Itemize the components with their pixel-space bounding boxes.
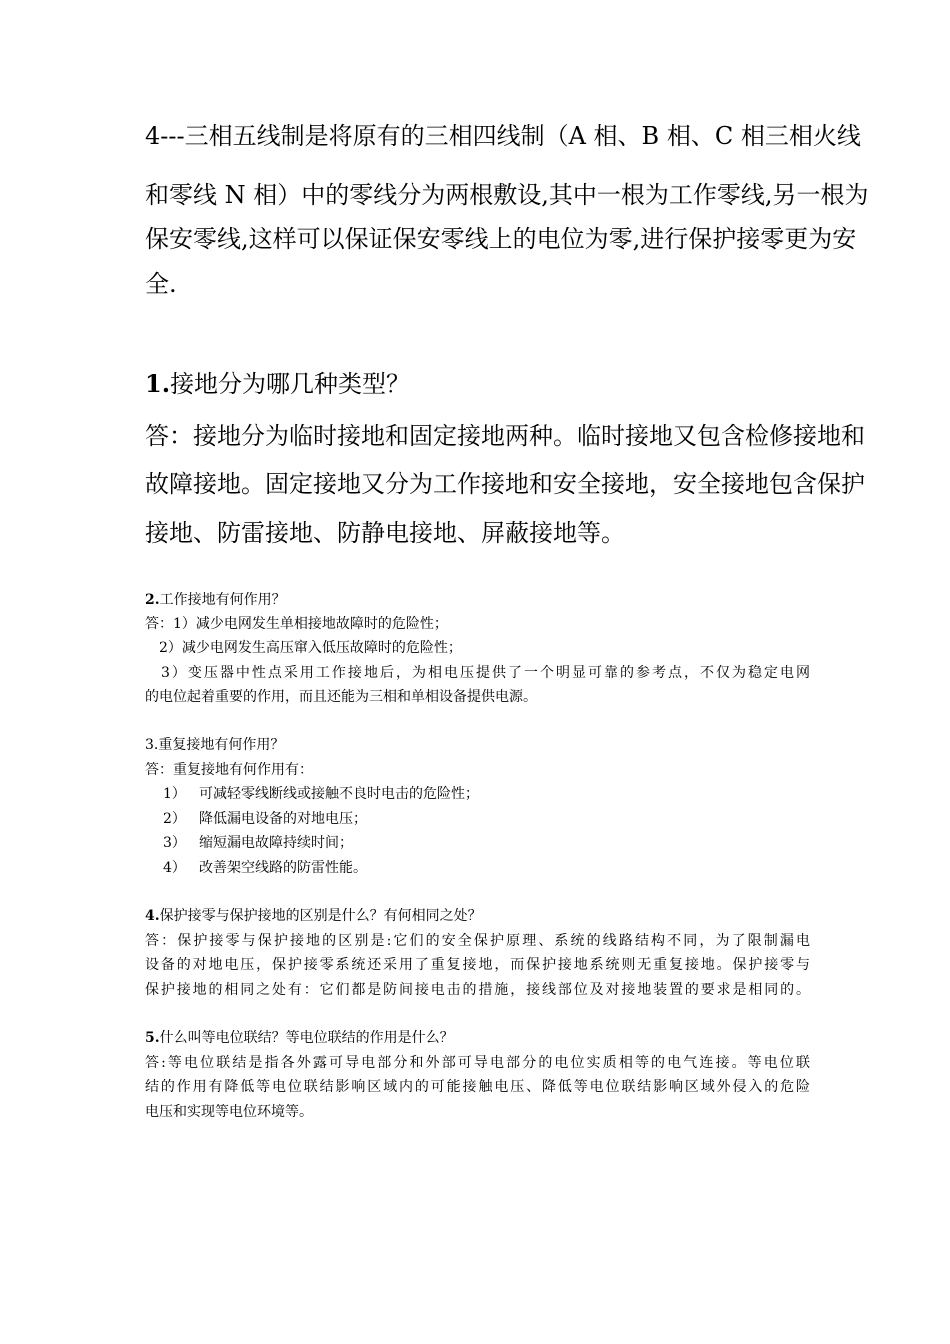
q5-question (145, 1031, 810, 1045)
intro-line-2: 和零线 N 相）中的零线分为两根敷设,其中一根为工作零线,另一根为 (145, 181, 869, 209)
q5-number: 5. (145, 1030, 160, 1046)
q3-list-item-text: 缩短漏电故障持续时间； (199, 835, 353, 851)
q3-list-item-number: 1） (163, 786, 186, 802)
q4-question (145, 909, 810, 923)
q2-question (145, 593, 810, 607)
q1-number: 1. (145, 369, 171, 398)
q3-list-item (163, 787, 828, 801)
q3-question (145, 738, 810, 752)
q4-answer-line-2: 设备的对地电压，保护接零系统还采用了重复接地，而保护接地系统则无重复接地。保护接零与 (145, 957, 810, 973)
q3-list-item-text: 改善架空线路的防雷性能。 (199, 860, 367, 876)
q2-answer-line-3: 3）变压器中性点采用工作接地后，为相电压提供了一个明显可靠的参考点，不仅为稳定电网 (145, 665, 810, 681)
q3-list-item-number: 2） (163, 811, 186, 827)
q4-answer-line-1: 答：保护接零与保护接地的区别是:它们的安全保护原理、系统的线路结构不同，为了限制漏电 (145, 933, 810, 949)
q3-number: 3. (145, 737, 159, 753)
q3-question-text: 重复接地有何作用？ (158, 737, 285, 753)
q3-list-item-number: 3） (163, 835, 186, 851)
q1-question-text: 接地分为哪几种类型？ (170, 370, 411, 398)
q1-question (145, 369, 810, 398)
q5-answer-line-3: 电压和实现等电位环境等。 (145, 1104, 313, 1120)
intro-line-4: 全. (145, 270, 177, 298)
q1-answer-line-3: 接地、防雷接地、防静电接地、屏蔽接地等。 (145, 519, 625, 547)
q5-answer-line-1: 答:等电位联结是指各外露可导电部分和外部可导电部分的电位实质相等的电气连接。等电位联 (145, 1055, 810, 1071)
q3-list-item-number: 4） (163, 860, 186, 876)
q2-answer-line-2: 2）减少电网发生高压窜入低压故障时的危险性； (145, 640, 462, 656)
q5-answer-line-2: 结的作用有降低等电位联结影响区域内的可能接触电压、降低等电位联结影响区域外侵入的危险 (145, 1079, 810, 1095)
q1-answer-line-1: 答：接地分为临时接地和固定接地两种。临时接地又包含检修接地和 (145, 422, 865, 450)
q3-list-item-text: 可减轻零线断线或接触不良时电击的危险性； (199, 786, 479, 802)
intro-line-1: 4---三相五线制是将原有的三相四线制（A 相、B 相、C 相三相火线 (145, 122, 861, 150)
q4-question-text: 保护接零与保护接地的区别是什么？有何相同之处？ (159, 908, 482, 924)
q3-list-item (163, 812, 828, 826)
q3-list-item (163, 861, 828, 875)
q4-answer-line-3: 保护接地的相同之处有：它们都是防间接电击的措施，接线部位及对接地装置的要求是相同的。 (145, 982, 810, 998)
q4-number: 4. (145, 908, 160, 924)
intro-line-3: 保安零线,这样可以保证保安零线上的电位为零,进行保护接零更为安 (145, 225, 857, 253)
q1-answer-line-2: 故障接地。固定接地又分为工作接地和安全接地，安全接地包含保护 (145, 470, 865, 498)
q2-answer-line-4: 的电位起着重要的作用，而且还能为三相和单相设备提供电源。 (145, 689, 537, 705)
q2-number: 2. (145, 592, 160, 608)
q2-question-text: 工作接地有何作用？ (159, 592, 286, 608)
q3-list-item (163, 836, 828, 850)
q3-list-item-text: 降低漏电设备的对地电压； (199, 811, 367, 827)
q2-answer-line-1: 答：1）减少电网发生单相接地故障时的危险性； (145, 616, 448, 632)
q5-question-text: 什么叫等电位联结？等电位联结的作用是什么？ (159, 1030, 454, 1046)
q3-answer-intro: 答：重复接地有何作用有： (145, 762, 313, 778)
